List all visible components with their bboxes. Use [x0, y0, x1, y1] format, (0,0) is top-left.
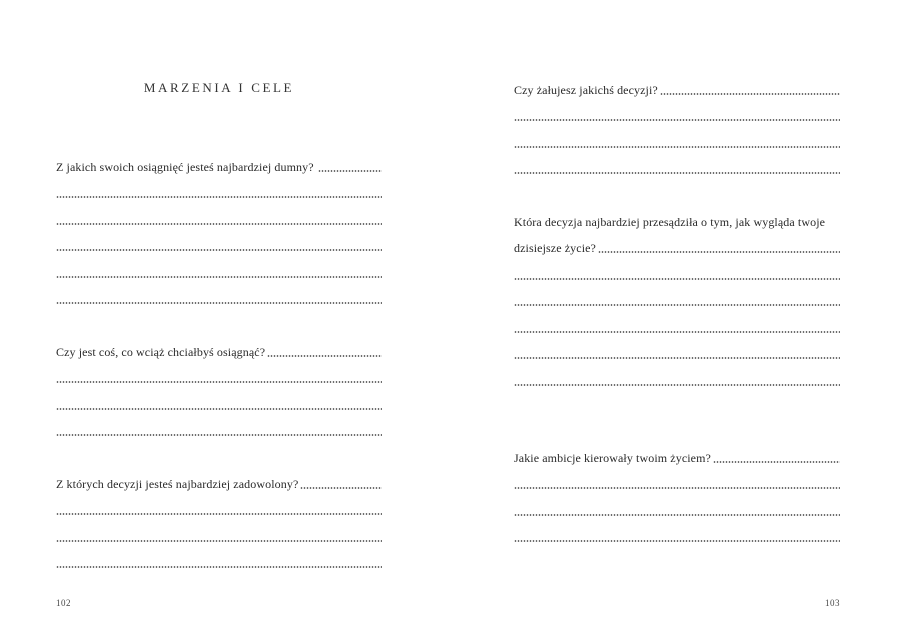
question-line	[514, 439, 840, 466]
answer-line[interactable]	[514, 256, 840, 283]
answer-line[interactable]	[514, 466, 840, 493]
answer-field[interactable]	[300, 486, 382, 490]
question-block	[514, 203, 840, 389]
question-block	[56, 465, 382, 571]
answer-line[interactable]	[514, 151, 840, 178]
question-block	[514, 71, 840, 177]
question-line	[514, 71, 840, 98]
answer-line[interactable]	[514, 309, 840, 336]
answer-line[interactable]	[56, 545, 382, 572]
question-line	[514, 203, 840, 230]
answer-line[interactable]	[514, 519, 840, 546]
answer-line[interactable]	[56, 386, 382, 413]
answer-line[interactable]	[514, 336, 840, 363]
question-line	[56, 333, 382, 360]
answer-field[interactable]	[318, 169, 382, 173]
question-text: Czy żałujesz jakichś decyzji?	[514, 82, 658, 97]
answer-field[interactable]	[267, 354, 382, 358]
question-block	[56, 333, 382, 439]
question-text: Czy jest coś, co wciąż chciałbyś osiągnąć?	[56, 344, 266, 359]
answer-line[interactable]	[56, 281, 382, 308]
question-text: Jakie ambicje kierowały twoim życiem?	[514, 450, 711, 465]
answer-line[interactable]	[56, 201, 382, 228]
question-block	[514, 439, 840, 545]
question-text: Z których decyzji jesteś najbardziej zadowolony?	[56, 476, 299, 491]
answer-field[interactable]	[598, 250, 840, 254]
answer-line[interactable]	[514, 492, 840, 519]
question-block	[56, 148, 382, 307]
answer-line[interactable]	[56, 413, 382, 440]
question-line	[514, 230, 840, 257]
question-text: Z jakich swoich osiągnięć jesteś najbardziej dumny?	[56, 159, 314, 174]
answer-line[interactable]	[56, 254, 382, 281]
answer-line[interactable]	[514, 124, 840, 151]
answer-line[interactable]	[56, 175, 382, 202]
answer-line[interactable]	[56, 360, 382, 387]
answer-field[interactable]	[713, 460, 840, 464]
answer-line[interactable]	[514, 98, 840, 125]
answer-line[interactable]	[514, 362, 840, 389]
answer-line[interactable]	[56, 492, 382, 519]
answer-line[interactable]	[56, 228, 382, 255]
page-number: 102	[56, 598, 71, 608]
answer-field[interactable]	[660, 92, 840, 96]
answer-line[interactable]	[56, 518, 382, 545]
right-page	[450, 0, 900, 636]
page-number: 103	[825, 598, 840, 608]
question-line	[56, 465, 382, 492]
answer-line[interactable]	[514, 283, 840, 310]
section-title: MARZENIA I CELE	[143, 80, 295, 95]
question-text: Która decyzja najbardziej przesądziła o tym, jak wygląda twoje	[514, 214, 826, 229]
question-line	[56, 148, 382, 175]
question-text-continuation: dzisiejsze życie?	[514, 241, 596, 255]
